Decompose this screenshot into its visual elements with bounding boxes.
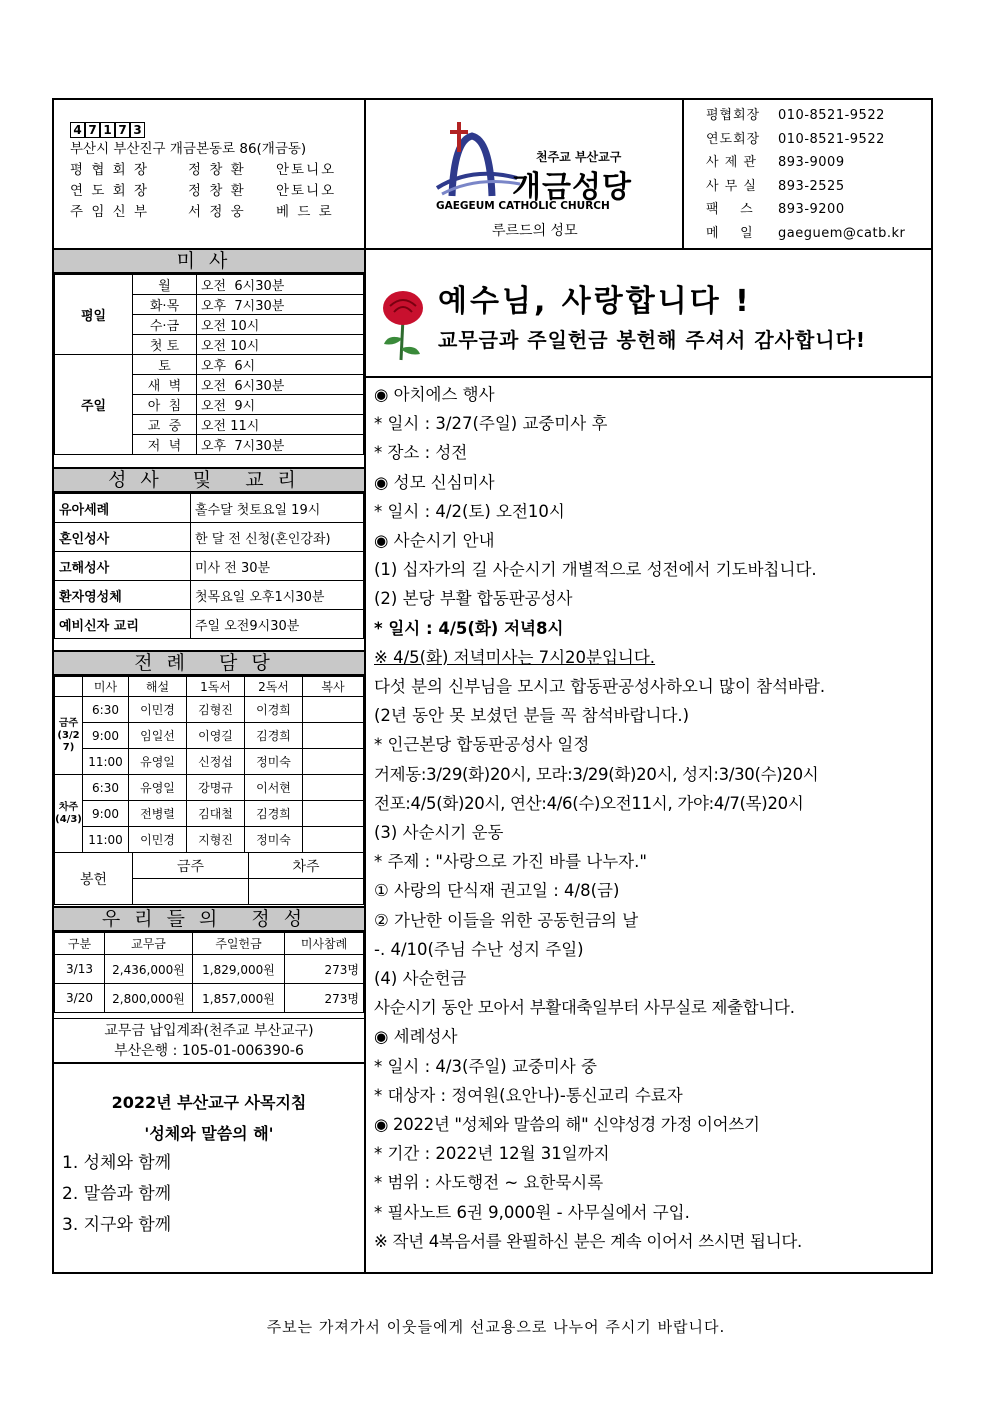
- cell: [303, 749, 364, 775]
- postal-digit: 3: [130, 122, 145, 138]
- announcement-line: (4) 사순헌금: [374, 969, 467, 989]
- cell: 전병렬: [129, 801, 187, 827]
- officer-role: 연 도 회 장: [70, 183, 150, 199]
- footer-note: 주보는 가져가서 이웃들에게 선교용으로 나누어 주시기 바랍니다.: [266, 1318, 726, 1336]
- sacrament-name: 예비신자 교리: [55, 610, 191, 639]
- mass-time: 오후 7시30분: [197, 295, 364, 315]
- cell: 3/13: [55, 955, 105, 984]
- cell: 유영일: [129, 749, 187, 775]
- sacrament-name: 혼인성사: [55, 523, 191, 552]
- table-row: [55, 775, 364, 801]
- donations-table: [54, 932, 364, 1013]
- announcement-line: * 대상자 : 정여원(요안나)-통신교리 수료자: [374, 1085, 683, 1105]
- table-row: [55, 552, 364, 581]
- announcement-line: * 일시 : 4/3(주일) 교중미사 중: [374, 1056, 597, 1076]
- church-logo-icon: [432, 118, 522, 200]
- week-label: 금주(3/27): [55, 697, 83, 775]
- offering-label: 봉헌: [55, 853, 133, 905]
- table-row: [55, 697, 364, 723]
- officer-row: [70, 160, 336, 181]
- mass-time: 11:00: [83, 827, 129, 853]
- week-label: 차주(4/3): [55, 775, 83, 853]
- cell: 지형진: [187, 827, 245, 853]
- contact-label: 팩 스: [706, 202, 754, 218]
- mass-section-title: 미사: [54, 248, 364, 274]
- account-title: 교무금 납입계좌(천주교 부산교구): [104, 1023, 314, 1039]
- cell: 정미숙: [245, 827, 303, 853]
- cell: 신정섭: [187, 749, 245, 775]
- contact-label: 사 무 실: [706, 178, 757, 194]
- address-block: [70, 122, 336, 223]
- mass-time: 오전 9시: [197, 395, 364, 415]
- mass-day: 화·목: [133, 295, 197, 315]
- column-header: 교무금: [105, 933, 193, 955]
- announcement-line: ※ 4/5(화) 저녁미사는 7시20분입니다.: [374, 647, 656, 667]
- announcement-line: ※ 작년 4복음서를 완필하신 분은 계속 이어서 쓰시면 됩니다.: [374, 1231, 802, 1251]
- announcement-line: 사순시기 동안 모아서 부활대축일부터 사무실로 제출합니다.: [374, 998, 795, 1018]
- mass-time: 오후 6시: [197, 355, 364, 375]
- contact-value: gaeguem@catb.kr: [778, 225, 906, 241]
- guideline-item: 1. 성체와 함께: [62, 1153, 172, 1173]
- sacrament-name: 유아세례: [55, 494, 191, 523]
- mass-day: 새 벽: [133, 375, 197, 395]
- cell: 이민경: [129, 697, 187, 723]
- announcement-line: * 일시 : 4/2(토) 오전10시: [374, 501, 565, 521]
- sunday-label: 주일: [55, 355, 133, 455]
- mass-day: 토: [133, 355, 197, 375]
- cell: 정미숙: [245, 749, 303, 775]
- column-header: 구분: [55, 933, 105, 955]
- announcement-line: * 장소 : 성전: [374, 443, 468, 463]
- announcement-list: [374, 380, 825, 1256]
- announcement-line: 다섯 분의 신부님을 모시고 합동판공성사하오니 많이 참석바람.: [374, 677, 826, 697]
- offering-table: [54, 852, 364, 905]
- sacrament-info: 미사 전 30분: [191, 552, 364, 581]
- next-week-label: 차주: [249, 853, 364, 879]
- announcement-line: (1) 십자가의 길 사순시기 개별적으로 성전에서 기도바칩니다.: [374, 560, 817, 580]
- announcement-line: * 인근본당 합동판공성사 일정: [374, 735, 590, 755]
- column-header: 2독서: [245, 677, 303, 697]
- sacraments-table: [54, 493, 364, 639]
- sacrament-name: 환자영성체: [55, 581, 191, 610]
- guideline-item: 2. 말씀과 함께: [62, 1184, 172, 1204]
- mass-day: 수·금: [133, 315, 197, 335]
- cell: 3/20: [55, 984, 105, 1013]
- church-name-english: GAEGEUM CATHOLIC CHURCH: [436, 200, 610, 212]
- contact-row: [706, 198, 905, 222]
- column-divider: [364, 248, 366, 1272]
- guideline-block: [62, 1090, 356, 1241]
- this-week-label: 금주: [133, 853, 249, 879]
- contact-label: 사 제 관: [706, 155, 757, 171]
- cell: 김경희: [245, 801, 303, 827]
- postal-digit: 1: [100, 122, 115, 138]
- contact-row: [706, 128, 905, 152]
- contact-row: [706, 222, 905, 246]
- mass-schedule-table: [54, 274, 364, 455]
- contact-value: 010-8521-9522: [778, 131, 885, 147]
- main-title: 예수님, 사랑합니다 !: [438, 284, 752, 319]
- liturgy-section-title: 전례 담당: [54, 650, 364, 676]
- column-header: 주일헌금: [193, 933, 285, 955]
- title-divider: [366, 376, 931, 378]
- contact-row: [706, 151, 905, 175]
- officer-baptismal: 안토니오: [276, 183, 337, 199]
- cell: 이민경: [129, 827, 187, 853]
- guideline-subtitle: '성체와 말씀의 해': [144, 1124, 274, 1143]
- main-subtitle: 교무금과 주일헌금 봉헌해 주셔서 감사합니다!: [438, 328, 867, 352]
- church-name: 개금성당: [512, 170, 632, 205]
- table-row: [55, 723, 364, 749]
- column-header: 1독서: [187, 677, 245, 697]
- mass-day: 아 침: [133, 395, 197, 415]
- mass-day: 교 중: [133, 415, 197, 435]
- mass-time: 9:00: [83, 801, 129, 827]
- postal-digit: 7: [85, 122, 100, 138]
- officer-baptismal: 안토니오: [276, 162, 337, 178]
- contact-list: [706, 104, 905, 246]
- officer-name: 정 창 환: [188, 162, 246, 178]
- mass-time: 오전 10시: [197, 315, 364, 335]
- contact-label: 연도회장: [706, 131, 761, 147]
- street-address: 부산시 부산진구 개금본동로 86(개금동): [70, 141, 307, 157]
- officer-baptismal: 베 드 로: [276, 204, 334, 220]
- table-header-row: [55, 677, 364, 697]
- cell: 2,800,000원: [105, 984, 193, 1013]
- announcement-line: * 범위 : 사도행전 ~ 요한묵시록: [374, 1173, 604, 1193]
- officer-row: [70, 181, 336, 202]
- sacrament-info: 홀수달 첫토요일 19시: [191, 494, 364, 523]
- table-header-row: [55, 933, 364, 955]
- mass-day: 월: [133, 275, 197, 295]
- cell: 이경희: [245, 697, 303, 723]
- announcement-line: 거제동:3/29(화)20시, 모라:3/29(화)20시, 성지:3/30(수)20시: [374, 764, 819, 784]
- sacrament-info: 한 달 전 신청(혼인강좌): [191, 523, 364, 552]
- announcement-line: ◉ 세례성사: [374, 1027, 458, 1047]
- church-logo-block: [364, 100, 684, 248]
- announcement-line: ① 사랑의 단식재 권고일 : 4/8(금): [374, 881, 620, 901]
- announcement-line: ◉ 아치에스 행사: [374, 385, 495, 404]
- mass-time: 오전 10시: [197, 335, 364, 355]
- cell: 이서현: [245, 775, 303, 801]
- announcement-line: (3) 사순시기 운동: [374, 823, 504, 843]
- contact-label: 메 일: [706, 225, 754, 241]
- contact-value: 893-9200: [778, 202, 845, 218]
- table-row: [55, 853, 364, 879]
- cell: 2,436,000원: [105, 955, 193, 984]
- contact-value: 893-9009: [778, 155, 845, 171]
- announcement-line: 전포:4/5(화)20시, 연산:4/6(수)오전11시, 가야:4/7(목)20시: [374, 793, 804, 813]
- announcement-line: (2년 동안 못 보셨던 분들 꼭 참석바랍니다.): [374, 706, 690, 726]
- column-header: 미사참례: [285, 933, 364, 955]
- announcement-line: ② 가난한 이들을 위한 공동헌금의 날: [374, 910, 639, 930]
- table-row: [55, 610, 364, 639]
- officer-name: 정 창 환: [188, 183, 246, 199]
- cell: 이영길: [187, 723, 245, 749]
- contact-value: 893-2525: [778, 178, 845, 194]
- table-row: [55, 955, 364, 984]
- weekday-label: 평일: [55, 275, 133, 355]
- mass-time: 9:00: [83, 723, 129, 749]
- cell: [303, 723, 364, 749]
- table-row: [55, 984, 364, 1013]
- cell: [303, 775, 364, 801]
- donations-section-title: 우리들의 정성: [54, 906, 364, 932]
- announcement-line: * 필사노트 6권 9,000원 - 사무실에서 구입.: [374, 1202, 690, 1222]
- cell: 강명규: [187, 775, 245, 801]
- postal-digit: 4: [70, 122, 85, 138]
- announcement-line: ◉ 성모 신심미사: [374, 472, 495, 492]
- cell: 1,829,000원: [193, 955, 285, 984]
- cell: 김경희: [245, 723, 303, 749]
- contact-row: [706, 175, 905, 199]
- table-row: [55, 275, 364, 295]
- officer-role: 평 협 회 장: [70, 162, 150, 178]
- announcement-line: * 일시 : 3/27(주일) 교중미사 후: [374, 414, 608, 434]
- column-header: 복사: [303, 677, 364, 697]
- mass-time: 6:30: [83, 775, 129, 801]
- table-row: [55, 355, 364, 375]
- mass-time: 오전 6시30분: [197, 375, 364, 395]
- column-header: 미사: [83, 677, 129, 697]
- mass-time: 11:00: [83, 749, 129, 775]
- officer-role: 주 임 신 부: [70, 204, 150, 220]
- postal-code: [70, 122, 336, 138]
- announcement-line: -. 4/10(주님 수난 성지 주일): [374, 939, 584, 959]
- cell: 유영일: [129, 775, 187, 801]
- announcement-line: * 일시 : 4/5(화) 저녁8시: [374, 618, 564, 638]
- sacrament-info: 주일 오전9시30분: [191, 610, 364, 639]
- sacrament-name: 고해성사: [55, 552, 191, 581]
- contact-value: 010-8521-9522: [778, 108, 885, 123]
- guideline-item: 3. 지구와 함께: [62, 1215, 172, 1235]
- announcement-line: * 주제 : "사랑으로 가진 바를 나누자.": [374, 852, 647, 872]
- postal-digit: 7: [115, 122, 130, 138]
- sacrament-info: 첫목요일 오후1시30분: [191, 581, 364, 610]
- announcement-line: ◉ 사순시기 안내: [374, 531, 495, 551]
- mass-time: 오후 7시30분: [197, 435, 364, 455]
- table-row: [55, 801, 364, 827]
- mass-time: 오전 11시: [197, 415, 364, 435]
- contact-row: [706, 104, 905, 128]
- cell: 273명: [285, 984, 364, 1013]
- announcement-line: (2) 본당 부활 합동판공성사: [374, 589, 573, 609]
- officer-row: [70, 202, 336, 223]
- announcement-line: * 기간 : 2022년 12월 31일까지: [374, 1144, 610, 1164]
- table-row: [55, 749, 364, 775]
- mass-day: 첫 토: [133, 335, 197, 355]
- liturgy-table: [54, 676, 364, 853]
- guideline-title: 2022년 부산교구 사목지침: [111, 1093, 307, 1112]
- table-row: [55, 494, 364, 523]
- bulletin-frame: [52, 98, 933, 1274]
- patron-saint: 루르드의 성모: [492, 223, 578, 239]
- cell: 김형진: [187, 697, 245, 723]
- officer-name: 서 정 웅: [188, 204, 246, 220]
- table-row: [55, 581, 364, 610]
- cell: 273명: [285, 955, 364, 984]
- rose-icon: [374, 288, 432, 362]
- table-row: [55, 827, 364, 853]
- account-info: [54, 1018, 364, 1064]
- contact-label: 평협회장: [706, 108, 761, 123]
- cell: [249, 879, 364, 905]
- diocese-name: 천주교 부산교구: [536, 150, 622, 164]
- sacraments-section-title: 성사 및 교리: [54, 467, 364, 493]
- cell: [133, 879, 249, 905]
- mass-time: 6:30: [83, 697, 129, 723]
- cell: 임일선: [129, 723, 187, 749]
- announcement-line: ◉ 2022년 "성체와 말씀의 해" 신약성경 가정 이어쓰기: [374, 1115, 760, 1135]
- column-header: 해설: [129, 677, 187, 697]
- cell: [303, 697, 364, 723]
- mass-time: 오전 6시30분: [197, 275, 364, 295]
- account-number: 부산은행 : 105-01-006390-6: [114, 1043, 304, 1059]
- mass-day: 저 녁: [133, 435, 197, 455]
- cell: [303, 801, 364, 827]
- cell: 1,857,000원: [193, 984, 285, 1013]
- cell: 김대철: [187, 801, 245, 827]
- table-row: [55, 523, 364, 552]
- cell: [303, 827, 364, 853]
